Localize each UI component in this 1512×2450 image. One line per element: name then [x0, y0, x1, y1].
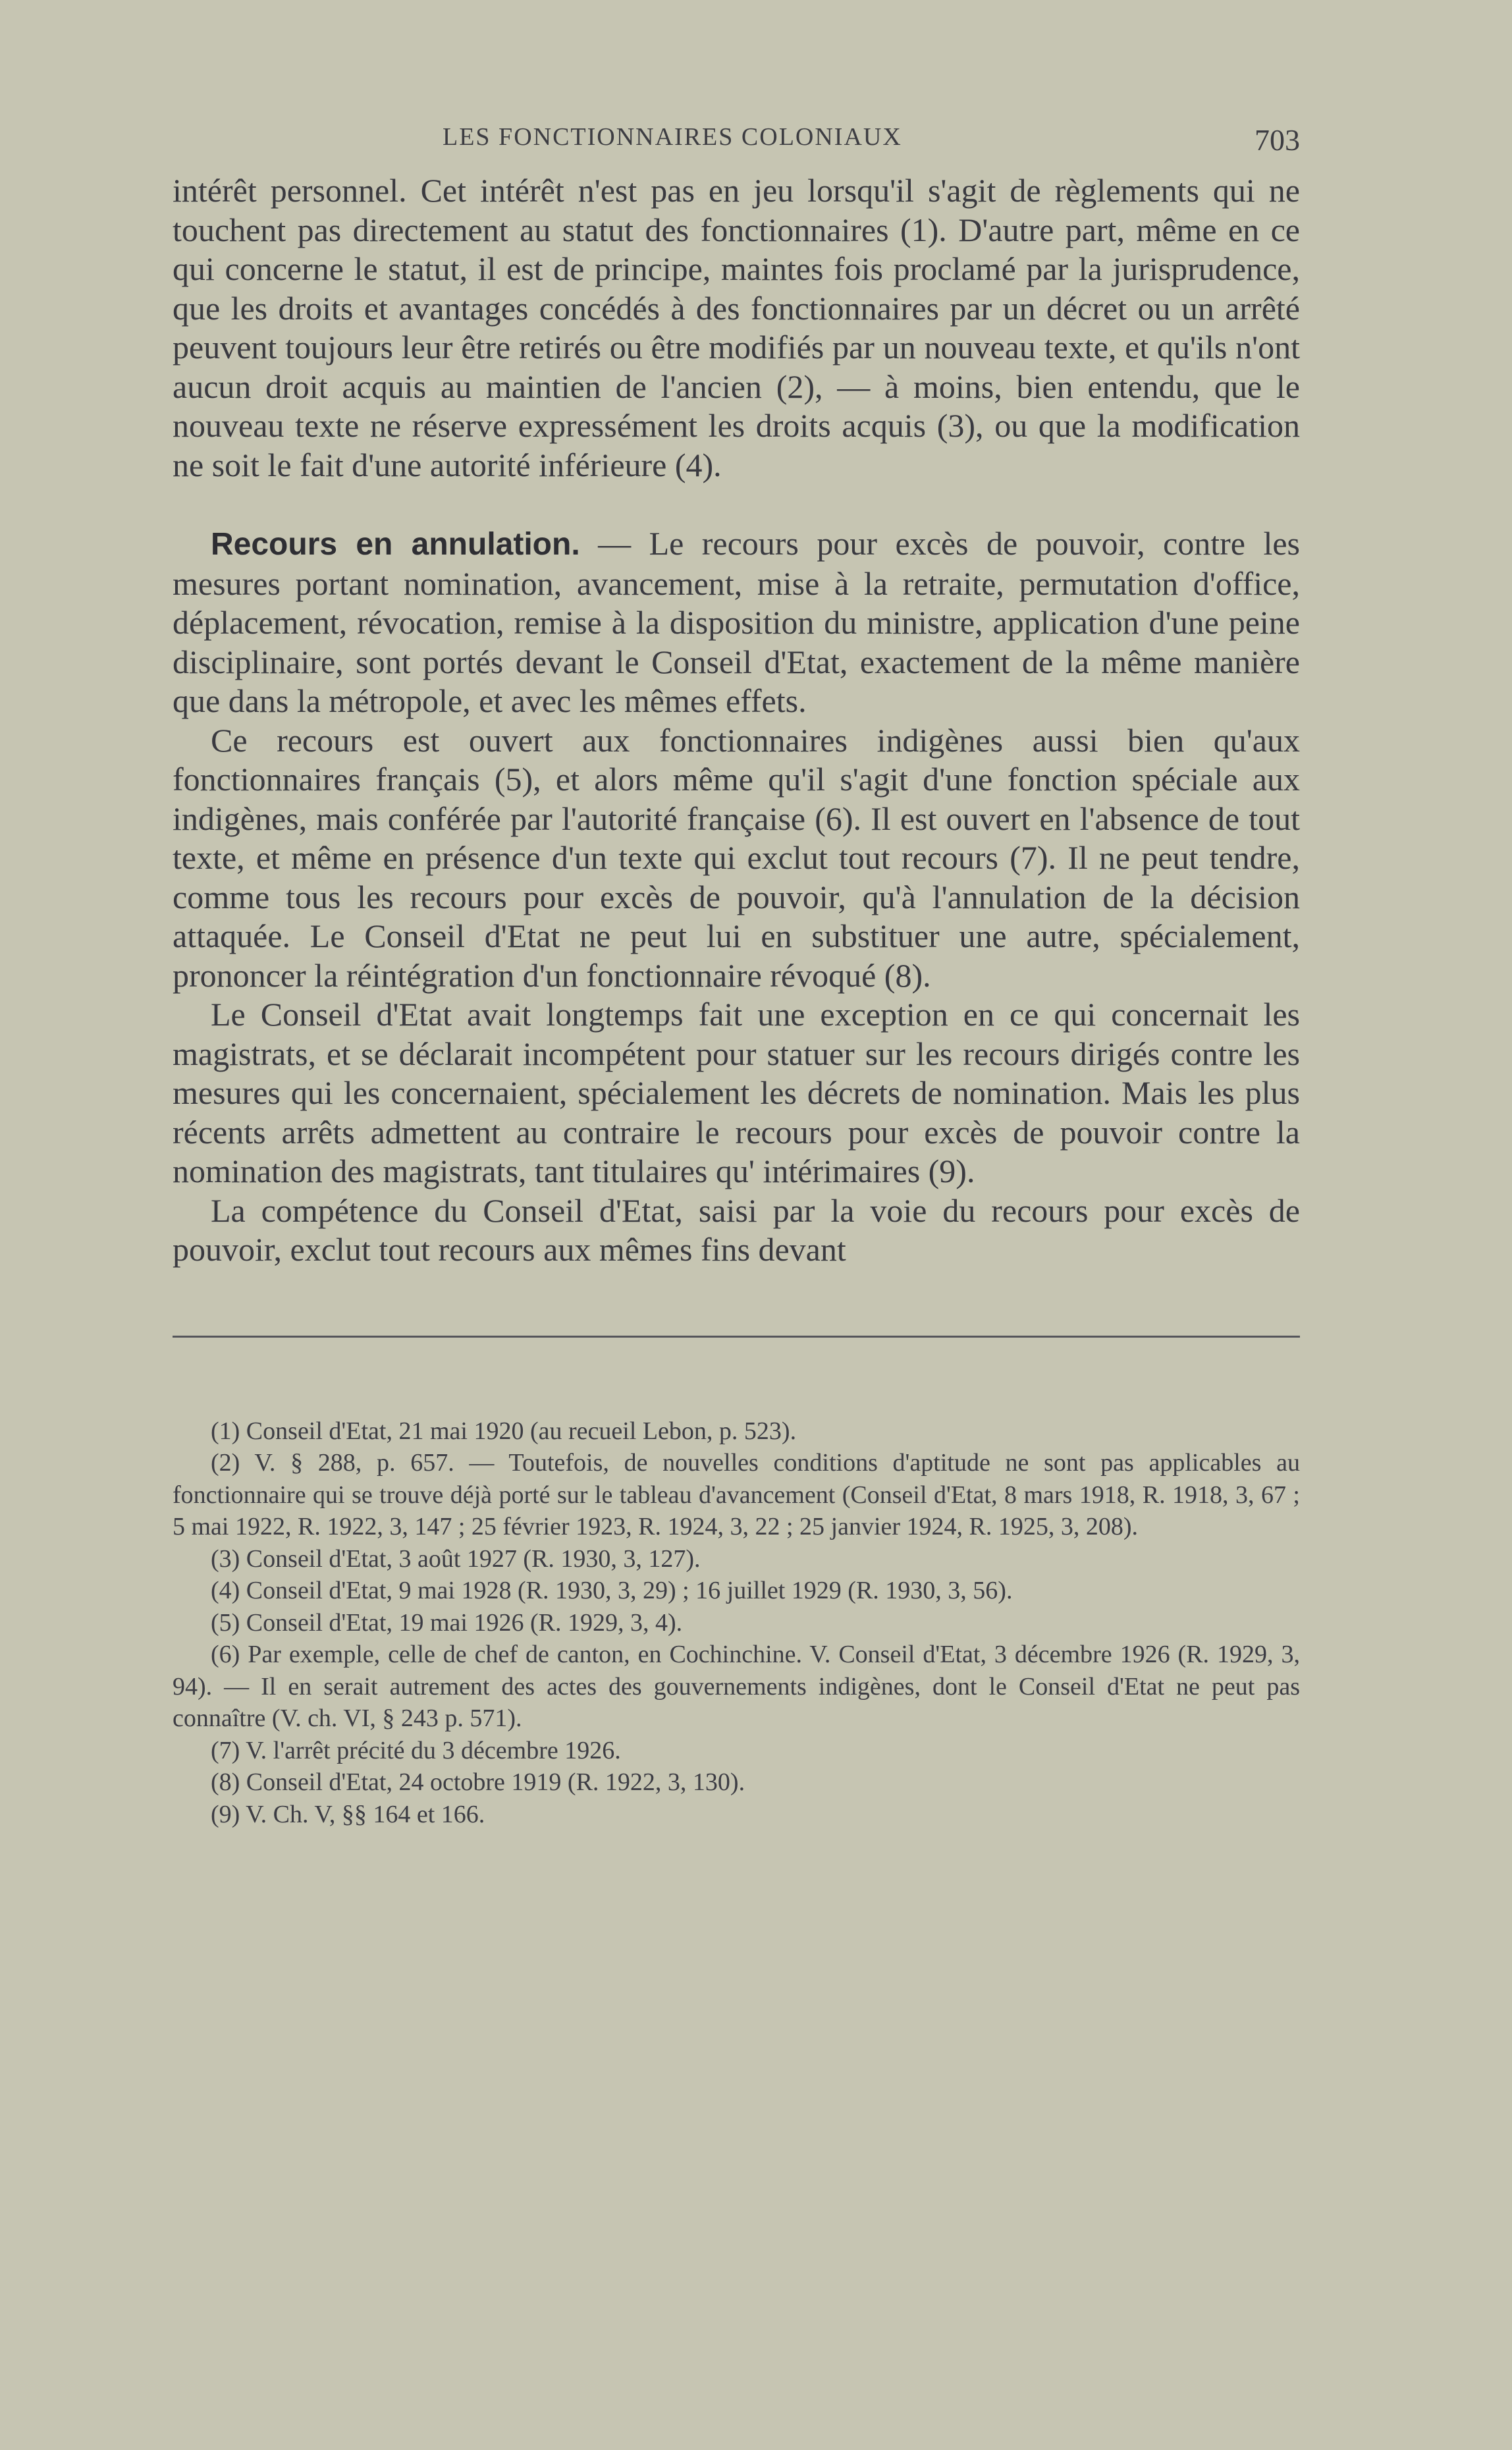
paragraph-5: La compétence du Conseil d'Etat, saisi par la voie du recours pour excès de pouvoir, exclut tout recours aux mêmes fins devant: [173, 1191, 1300, 1268]
footnote-3: (3) Conseil d'Etat, 3 août 1927 (R. 1930, 3, 127).: [211, 1544, 701, 1573]
footnote-4: (4) Conseil d'Etat, 9 mai 1928 (R. 1930, 3, 29) ; 16 juillet 1929 (R. 1930, 3, 56).: [211, 1577, 1013, 1604]
footnote-9: (9) V. Ch. V, §§ 164 et 166.: [211, 1800, 485, 1828]
paragraph-2: [173, 524, 1300, 721]
running-title: LES FONCTIONNAIRES COLONIAUX: [443, 123, 902, 151]
body-text: [173, 171, 1300, 1270]
footnote-divider: [173, 1336, 1300, 1338]
paragraph-3: Ce recours est ouvert aux fonctionnaires indigènes aussi bien qu'aux fonctionnaires français (5), et alors même qu'il s'agit d'une fonction spéciale aux indigènes, mais conférée par l'autorité française (6). Il est ouvert en l'absence de tout texte, et même en présence d'un texte qui exclut tout recours (7). Il ne peut tendre, comme tous les recours pour excès de pouvoir, qu'à l'annulation de la décision attaquée. Le Conseil d'Etat ne peut lui en substituer une autre, spécialement, prononcer la réintégration d'un fonctionnaire révoqué (8).: [173, 721, 1300, 994]
section-heading: Recours en annulation.: [211, 527, 580, 562]
paragraph-4: Le Conseil d'Etat avait longtemps fait une exception en ce qui concernait les magistrats, et se déclarait incompétent pour statuer sur les recours dirigés contre les mesures qui les concernaient, spécialement les décrets de nomination. Mais les plus récents arrêts admettent au contraire le recours pour excès de pouvoir contre la nomination des magistrats, tant titulaires qu' intérimaires (9).: [173, 996, 1300, 1189]
page-number: 703: [1255, 123, 1300, 157]
book-page: [173, 119, 1300, 1830]
running-head: [173, 119, 1300, 165]
footnote-2: (2) V. § 288, p. 657. — Toutefois, de nouvelles conditions d'aptitude ne sont pas applicables au fonctionnaire qui se trouve déjà porté sur le tableau d'avancement (Conseil d'Etat, 8 mars 1918, R. 1918, 3, 67 ; 5 mai 1922, R. 1922, 3, 147 ; 25 février 1923, R. 1924, 3, 22 ; 25 janvier 1924, R. 1925, 3, 208).: [173, 1449, 1300, 1540]
paragraph-2-text: — Le recours pour excès de pouvoir, contre les mesures portant nomination, avancement, mise à la retraite, permutation d'office, déplacement, révocation, remise à la disposition du ministre, application d'une peine disciplinaire, sont portés devant le Conseil d'Etat, exactement de la même manière que dans la métropole, et avec les mêmes effets.: [173, 525, 1300, 719]
footnote-1: (1) Conseil d'Etat, 21 mai 1920 (au recueil Lebon, p. 523).: [211, 1417, 797, 1445]
footnote-7: (7) V. l'arrêt précité du 3 décembre 1926.: [211, 1736, 621, 1764]
footnote-5: (5) Conseil d'Etat, 19 mai 1926 (R. 1929, 3, 4).: [211, 1608, 683, 1637]
paragraph-1: intérêt personnel. Cet intérêt n'est pas en jeu lorsqu'il s'agit de règlements qui ne touchent pas directement au statut des fonctionnaires (1). D'autre part, même en ce qui concerne le statut, il est de principe, maintes fois proclamé par la jurisprudence, que les droits et avantages concédés à des fonctionnaires par un décret ou un arrêté peuvent toujours leur être retirés ou être modifiés par un nouveau texte, et qu'ils n'ont aucun droit acquis au maintien de l'ancien (2), — à moins, bien entendu, que le nouveau texte ne réserve expressément les droits acquis (3), ou que la modification ne soit le fait d'une autorité inférieure (4).: [173, 172, 1300, 483]
footnotes: [173, 1415, 1300, 1831]
footnote-6: (6) Par exemple, celle de chef de canton, en Cochinchine. V. Conseil d'Etat, 3 décembre 1926 (R. 1929, 3, 94). — Il en serait autrement des actes des gouvernements indigènes, dont le Conseil d'Etat ne peut pas connaître (V. ch. VI, § 243 p. 571).: [173, 1641, 1300, 1732]
footnote-8: (8) Conseil d'Etat, 24 octobre 1919 (R. 1922, 3, 130).: [211, 1768, 745, 1796]
